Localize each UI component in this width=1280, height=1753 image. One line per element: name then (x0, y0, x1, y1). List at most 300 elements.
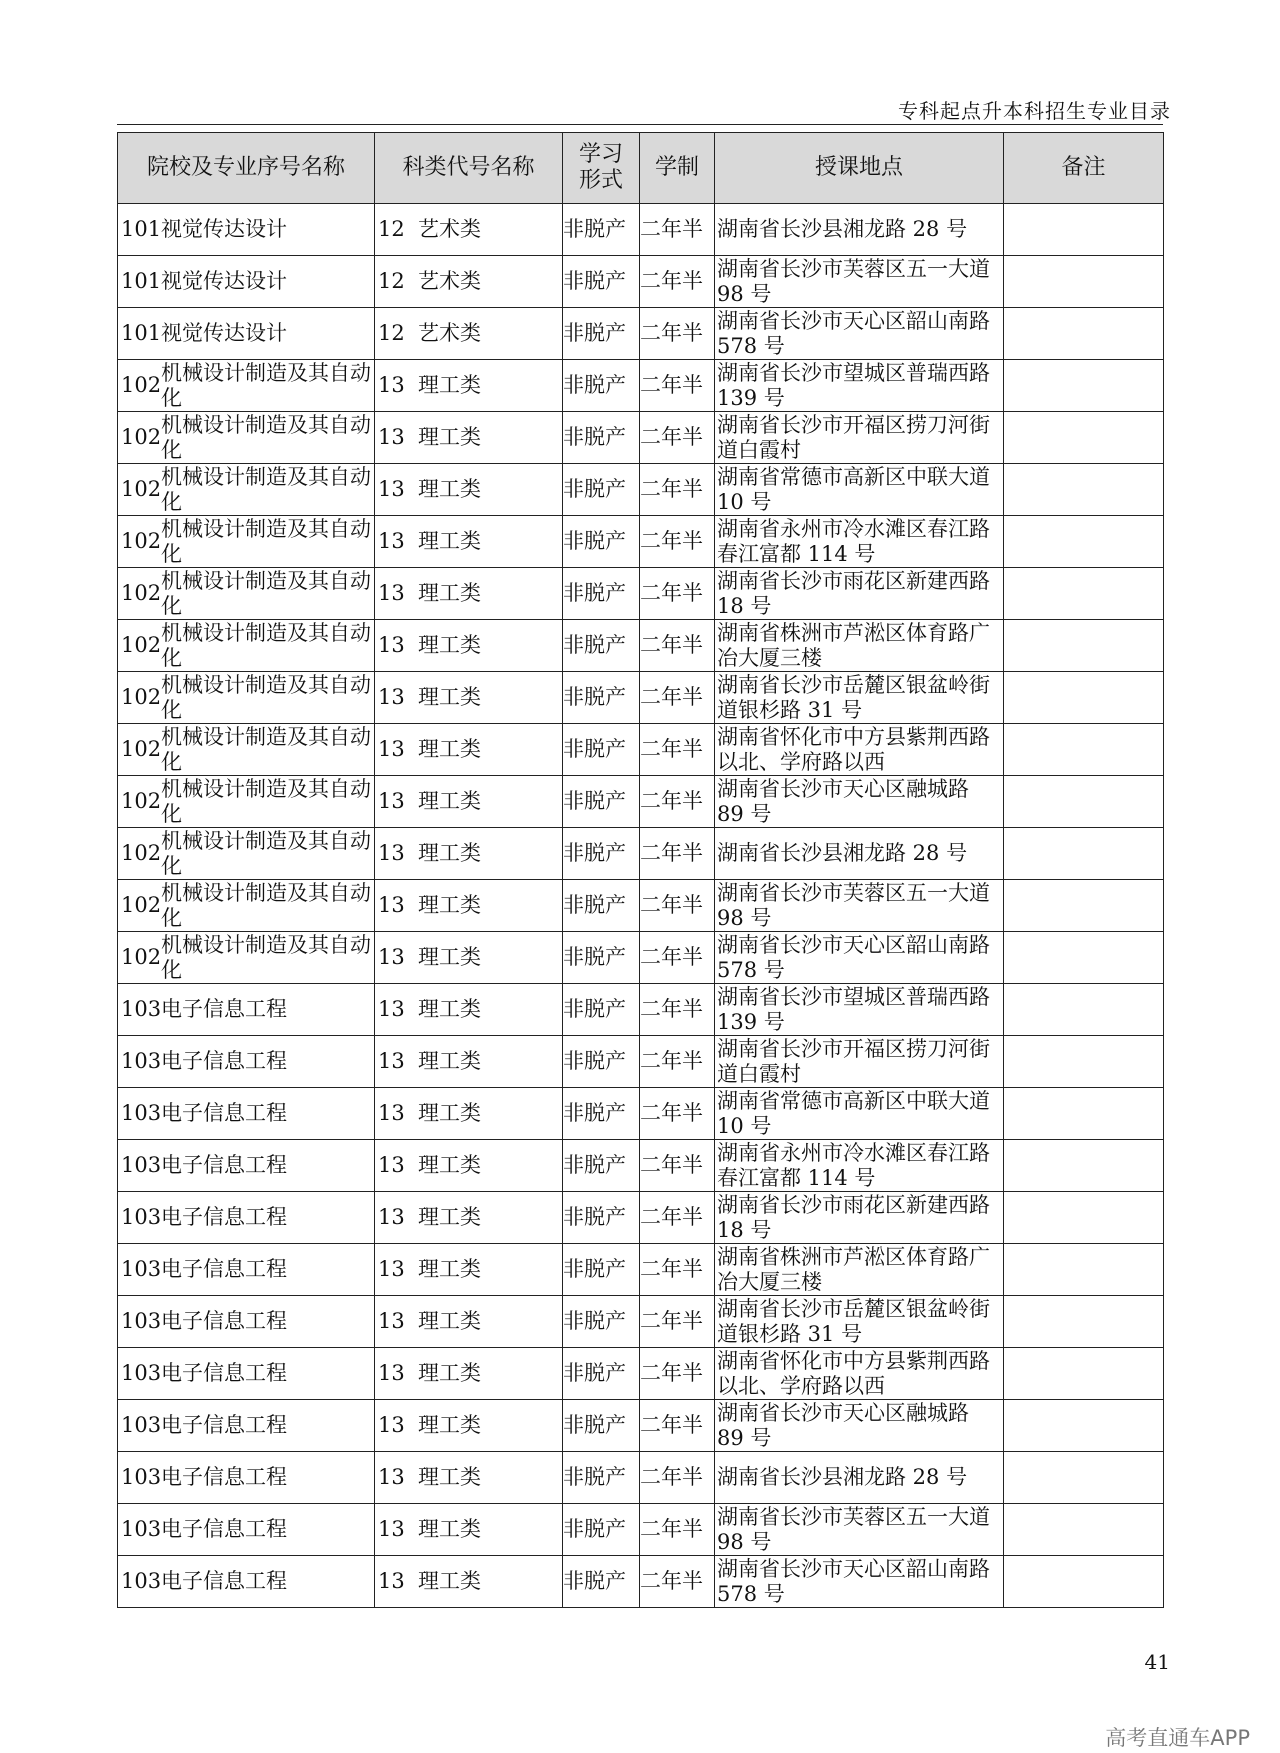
category-cell-wrap (375, 633, 562, 658)
running-header: 专科起点升本科招生专业目录 (898, 99, 1171, 123)
catalog-table (117, 132, 1164, 1608)
category-cell (375, 464, 563, 516)
major-code: 102 (121, 737, 162, 761)
duration-cell: 二年半 (640, 1504, 715, 1556)
major-cell-wrap (118, 933, 374, 983)
location-cell (715, 1088, 1004, 1140)
category-cell-wrap (375, 1309, 562, 1334)
category-cell (375, 828, 563, 880)
major-cell-wrap (118, 829, 374, 879)
location-cell (715, 204, 1004, 256)
major-cell (118, 828, 375, 880)
major-cell (118, 1036, 375, 1088)
study-mode-cell: 非脱产 (563, 412, 640, 464)
study-mode-cell: 非脱产 (563, 1400, 640, 1452)
location-text: 湖南省长沙市望城区普瑞西路 139 号 (717, 984, 990, 1034)
remark-cell (1004, 204, 1164, 256)
location-text: 湖南省长沙市天心区融城路 89 号 (717, 1400, 969, 1450)
category-name: 理工类 (418, 945, 481, 969)
table-row (118, 412, 1164, 464)
table-row (118, 880, 1164, 932)
remark-cell (1004, 1504, 1164, 1556)
category-name: 理工类 (418, 997, 481, 1021)
duration-cell: 二年半 (640, 1244, 715, 1296)
duration-cell: 二年半 (640, 828, 715, 880)
major-name: 电子信息工程 (161, 1257, 287, 1281)
study-mode-cell: 非脱产 (563, 1244, 640, 1296)
duration-cell: 二年半 (640, 672, 715, 724)
location-text: 湖南省长沙市天心区融城路 89 号 (717, 776, 969, 826)
category-name: 理工类 (418, 1309, 481, 1333)
study-mode-cell: 非脱产 (563, 1140, 640, 1192)
major-cell-wrap (118, 1309, 374, 1334)
category-cell (375, 1504, 563, 1556)
location-text: 湖南省永州市冷水滩区春江路春江富都 114 号 (717, 516, 990, 566)
major-cell (118, 984, 375, 1036)
major-code: 103 (121, 1153, 162, 1177)
category-cell-wrap (375, 269, 562, 294)
table-row (118, 1036, 1164, 1088)
category-name: 理工类 (418, 1257, 481, 1281)
major-cell-wrap (118, 1101, 374, 1126)
major-cell-wrap (118, 1361, 374, 1386)
location-cell (715, 724, 1004, 776)
category-name: 艺术类 (418, 217, 481, 241)
location-cell (715, 516, 1004, 568)
major-code: 102 (121, 529, 162, 553)
major-name: 机械设计制造及其自动化 (161, 672, 371, 722)
major-name: 视觉传达设计 (161, 217, 287, 241)
remark-cell (1004, 1400, 1164, 1452)
category-cell (375, 672, 563, 724)
major-cell (118, 308, 375, 360)
duration-cell: 二年半 (640, 984, 715, 1036)
category-name: 理工类 (418, 1101, 481, 1125)
major-code: 103 (121, 1101, 162, 1125)
remark-cell (1004, 360, 1164, 412)
category-code: 13 (378, 373, 405, 397)
category-code: 13 (378, 737, 405, 761)
major-cell-wrap (118, 881, 374, 931)
study-mode-cell: 非脱产 (563, 204, 640, 256)
table-row (118, 1088, 1164, 1140)
category-code: 13 (378, 1049, 405, 1073)
table-row (118, 1140, 1164, 1192)
category-name: 理工类 (418, 893, 481, 917)
category-name: 理工类 (418, 737, 481, 761)
major-cell (118, 1348, 375, 1400)
remark-cell (1004, 672, 1164, 724)
duration-cell: 二年半 (640, 932, 715, 984)
location-cell (715, 1036, 1004, 1088)
location-text: 湖南省常德市高新区中联大道 10 号 (717, 464, 990, 514)
major-name: 机械设计制造及其自动化 (161, 464, 371, 514)
category-code: 13 (378, 1257, 405, 1281)
major-cell-wrap (118, 997, 374, 1022)
column-header-category: 科类代号名称 (375, 133, 563, 204)
study-mode-cell: 非脱产 (563, 1452, 640, 1504)
table-row (118, 256, 1164, 308)
header-rule (117, 124, 1163, 125)
column-header-remark: 备注 (1004, 133, 1164, 204)
major-name: 视觉传达设计 (161, 269, 287, 293)
category-name: 理工类 (418, 685, 481, 709)
study-mode-cell: 非脱产 (563, 880, 640, 932)
major-code: 101 (121, 217, 162, 241)
column-header-study-mode (563, 133, 640, 204)
category-code: 13 (378, 945, 405, 969)
category-code: 13 (378, 997, 405, 1021)
location-text: 湖南省长沙市雨花区新建西路 18 号 (717, 568, 990, 618)
major-cell-wrap (118, 1569, 374, 1594)
major-cell-wrap (118, 361, 374, 411)
category-cell-wrap (375, 893, 562, 918)
major-name: 电子信息工程 (161, 1309, 287, 1333)
table-row (118, 1556, 1164, 1608)
major-name: 电子信息工程 (161, 1517, 287, 1541)
major-code: 102 (121, 685, 162, 709)
major-cell-wrap (118, 1517, 374, 1542)
category-cell-wrap (375, 737, 562, 762)
category-cell-wrap (375, 997, 562, 1022)
category-cell-wrap (375, 581, 562, 606)
major-code: 103 (121, 1465, 162, 1489)
duration-cell: 二年半 (640, 308, 715, 360)
remark-cell (1004, 880, 1164, 932)
location-cell (715, 620, 1004, 672)
category-cell-wrap (375, 529, 562, 554)
table-row (118, 984, 1164, 1036)
location-text: 湖南省长沙市天心区韶山南路 578 号 (717, 932, 990, 982)
major-code: 102 (121, 893, 162, 917)
category-name: 理工类 (418, 1413, 481, 1437)
location-text: 湖南省长沙市开福区捞刀河街道白霞村 (717, 1036, 990, 1086)
category-code: 13 (378, 1205, 405, 1229)
major-name: 电子信息工程 (161, 1049, 287, 1073)
remark-cell (1004, 1296, 1164, 1348)
duration-cell: 二年半 (640, 620, 715, 672)
category-cell-wrap (375, 1049, 562, 1074)
location-cell (715, 672, 1004, 724)
category-code: 13 (378, 1309, 405, 1333)
remark-cell (1004, 1036, 1164, 1088)
duration-cell: 二年半 (640, 1088, 715, 1140)
remark-cell (1004, 1244, 1164, 1296)
location-text: 湖南省长沙市望城区普瑞西路 139 号 (717, 360, 990, 410)
category-code: 13 (378, 1153, 405, 1177)
major-cell (118, 1452, 375, 1504)
major-cell-wrap (118, 1205, 374, 1230)
major-code: 102 (121, 789, 162, 813)
major-code: 103 (121, 1257, 162, 1281)
major-code: 103 (121, 1569, 162, 1593)
major-name: 机械设计制造及其自动化 (161, 568, 371, 618)
category-code: 13 (378, 1101, 405, 1125)
location-cell (715, 1244, 1004, 1296)
remark-cell (1004, 1088, 1164, 1140)
major-cell-wrap (118, 1153, 374, 1178)
location-text: 湖南省长沙市天心区韶山南路 578 号 (717, 308, 990, 358)
duration-cell: 二年半 (640, 1556, 715, 1608)
major-cell-wrap (118, 1257, 374, 1282)
study-mode-cell: 非脱产 (563, 568, 640, 620)
category-cell (375, 568, 563, 620)
location-text: 湖南省长沙市芙蓉区五一大道 98 号 (717, 1504, 990, 1554)
category-cell (375, 984, 563, 1036)
major-cell-wrap (118, 777, 374, 827)
table-row (118, 724, 1164, 776)
category-cell (375, 1296, 563, 1348)
category-cell (375, 1140, 563, 1192)
category-code: 13 (378, 529, 405, 553)
table-row (118, 1400, 1164, 1452)
remark-cell (1004, 1140, 1164, 1192)
category-code: 12 (378, 269, 405, 293)
category-code: 13 (378, 841, 405, 865)
table-row (118, 828, 1164, 880)
duration-cell: 二年半 (640, 516, 715, 568)
major-name: 视觉传达设计 (161, 321, 287, 345)
major-cell-wrap (118, 569, 374, 619)
category-cell (375, 932, 563, 984)
location-text: 湖南省长沙市岳麓区银盆岭街道银杉路 31 号 (717, 1296, 990, 1346)
table-row (118, 464, 1164, 516)
major-code: 102 (121, 633, 162, 657)
remark-cell (1004, 828, 1164, 880)
table-body (118, 204, 1164, 1608)
major-cell (118, 360, 375, 412)
location-cell (715, 568, 1004, 620)
category-name: 理工类 (418, 581, 481, 605)
major-cell-wrap (118, 413, 374, 463)
table-row (118, 360, 1164, 412)
major-code: 103 (121, 1361, 162, 1385)
major-name: 机械设计制造及其自动化 (161, 776, 371, 826)
remark-cell (1004, 464, 1164, 516)
category-name: 理工类 (418, 1361, 481, 1385)
category-name: 理工类 (418, 633, 481, 657)
location-text: 湖南省怀化市中方县紫荆西路以北、学府路以西 (717, 724, 990, 774)
table-row (118, 1348, 1164, 1400)
remark-cell (1004, 1556, 1164, 1608)
major-cell-wrap (118, 269, 374, 294)
remark-cell (1004, 256, 1164, 308)
category-cell (375, 1348, 563, 1400)
category-cell (375, 516, 563, 568)
study-mode-cell: 非脱产 (563, 828, 640, 880)
category-cell (375, 776, 563, 828)
category-cell (375, 1036, 563, 1088)
duration-cell: 二年半 (640, 1140, 715, 1192)
study-mode-cell: 非脱产 (563, 724, 640, 776)
category-code: 13 (378, 789, 405, 813)
table-row (118, 568, 1164, 620)
study-mode-cell: 非脱产 (563, 360, 640, 412)
location-text: 湖南省长沙市雨花区新建西路 18 号 (717, 1192, 990, 1242)
category-name: 理工类 (418, 789, 481, 813)
location-text: 湖南省长沙市开福区捞刀河街道白霞村 (717, 412, 990, 462)
duration-cell: 二年半 (640, 880, 715, 932)
major-cell (118, 412, 375, 464)
location-cell (715, 1192, 1004, 1244)
major-code: 101 (121, 269, 162, 293)
table-row (118, 1296, 1164, 1348)
major-name: 电子信息工程 (161, 1153, 287, 1177)
major-code: 103 (121, 1517, 162, 1541)
location-text: 湖南省怀化市中方县紫荆西路以北、学府路以西 (717, 1348, 990, 1398)
major-cell (118, 1088, 375, 1140)
major-name: 机械设计制造及其自动化 (161, 620, 371, 670)
category-name: 理工类 (418, 841, 481, 865)
major-name: 电子信息工程 (161, 1413, 287, 1437)
category-name: 理工类 (418, 1517, 481, 1541)
location-cell (715, 308, 1004, 360)
location-cell (715, 1556, 1004, 1608)
study-mode-cell: 非脱产 (563, 256, 640, 308)
study-mode-cell: 非脱产 (563, 776, 640, 828)
page-number: 41 (1144, 1650, 1170, 1674)
major-code: 102 (121, 841, 162, 865)
duration-cell: 二年半 (640, 1192, 715, 1244)
major-cell-wrap (118, 1413, 374, 1438)
duration-cell: 二年半 (640, 776, 715, 828)
remark-cell (1004, 1192, 1164, 1244)
table-row (118, 672, 1164, 724)
duration-cell: 二年半 (640, 1296, 715, 1348)
category-code: 13 (378, 633, 405, 657)
major-code: 103 (121, 1205, 162, 1229)
category-cell (375, 412, 563, 464)
category-code: 13 (378, 1361, 405, 1385)
major-cell-wrap (118, 621, 374, 671)
major-name: 机械设计制造及其自动化 (161, 724, 371, 774)
location-cell (715, 1400, 1004, 1452)
study-mode-cell: 非脱产 (563, 308, 640, 360)
category-cell-wrap (375, 1153, 562, 1178)
study-mode-cell: 非脱产 (563, 1036, 640, 1088)
location-cell (715, 984, 1004, 1036)
major-code: 102 (121, 477, 162, 501)
major-cell-wrap (118, 1465, 374, 1490)
remark-cell (1004, 308, 1164, 360)
duration-cell: 二年半 (640, 204, 715, 256)
location-cell (715, 932, 1004, 984)
category-cell-wrap (375, 1361, 562, 1386)
study-mode-cell: 非脱产 (563, 620, 640, 672)
major-name: 机械设计制造及其自动化 (161, 360, 371, 410)
duration-cell: 二年半 (640, 724, 715, 776)
category-name: 艺术类 (418, 321, 481, 345)
category-cell (375, 1244, 563, 1296)
study-mode-cell: 非脱产 (563, 1088, 640, 1140)
major-cell (118, 1400, 375, 1452)
duration-cell: 二年半 (640, 1452, 715, 1504)
table-row (118, 932, 1164, 984)
category-name: 理工类 (418, 425, 481, 449)
major-code: 103 (121, 1049, 162, 1073)
duration-cell: 二年半 (640, 568, 715, 620)
duration-cell: 二年半 (640, 464, 715, 516)
major-cell (118, 932, 375, 984)
location-cell (715, 880, 1004, 932)
major-name: 电子信息工程 (161, 997, 287, 1021)
category-cell (375, 1556, 563, 1608)
major-name: 机械设计制造及其自动化 (161, 880, 371, 930)
category-name: 理工类 (418, 1569, 481, 1593)
location-text: 湖南省长沙市岳麓区银盆岭街道银杉路 31 号 (717, 672, 990, 722)
major-cell (118, 724, 375, 776)
category-cell-wrap (375, 1517, 562, 1542)
major-cell (118, 620, 375, 672)
category-name: 理工类 (418, 373, 481, 397)
location-cell (715, 776, 1004, 828)
category-cell-wrap (375, 1465, 562, 1490)
major-cell (118, 516, 375, 568)
location-text: 湖南省常德市高新区中联大道 10 号 (717, 1088, 990, 1138)
table-row (118, 1192, 1164, 1244)
column-header-study-mode-text: 学习形式 (578, 142, 623, 193)
remark-cell (1004, 984, 1164, 1036)
location-text: 湖南省长沙县湘龙路 28 号 (717, 1465, 968, 1489)
major-code: 102 (121, 425, 162, 449)
category-cell (375, 880, 563, 932)
location-cell (715, 256, 1004, 308)
category-cell-wrap (375, 789, 562, 814)
category-cell (375, 360, 563, 412)
table-header-row (118, 133, 1164, 204)
major-name: 电子信息工程 (161, 1361, 287, 1385)
category-cell (375, 1192, 563, 1244)
category-name: 理工类 (418, 1205, 481, 1229)
remark-cell (1004, 620, 1164, 672)
duration-cell: 二年半 (640, 360, 715, 412)
location-cell (715, 1348, 1004, 1400)
major-code: 103 (121, 1413, 162, 1437)
category-cell-wrap (375, 1101, 562, 1126)
major-code: 103 (121, 1309, 162, 1333)
category-code: 13 (378, 1517, 405, 1541)
category-code: 12 (378, 321, 405, 345)
category-cell (375, 620, 563, 672)
major-code: 101 (121, 321, 162, 345)
major-cell (118, 776, 375, 828)
remark-cell (1004, 776, 1164, 828)
major-name: 电子信息工程 (161, 1465, 287, 1489)
major-code: 102 (121, 945, 162, 969)
remark-cell (1004, 724, 1164, 776)
category-code: 13 (378, 685, 405, 709)
major-name: 机械设计制造及其自动化 (161, 412, 371, 462)
duration-cell: 二年半 (640, 1036, 715, 1088)
category-cell-wrap (375, 1205, 562, 1230)
major-cell-wrap (118, 1049, 374, 1074)
category-cell-wrap (375, 425, 562, 450)
category-code: 12 (378, 217, 405, 241)
category-cell-wrap (375, 217, 562, 242)
study-mode-cell: 非脱产 (563, 984, 640, 1036)
major-cell (118, 1296, 375, 1348)
remark-cell (1004, 568, 1164, 620)
study-mode-cell: 非脱产 (563, 1348, 640, 1400)
table-row (118, 308, 1164, 360)
major-cell-wrap (118, 217, 374, 242)
column-header-location: 授课地点 (715, 133, 1004, 204)
category-name: 理工类 (418, 1153, 481, 1177)
category-cell-wrap (375, 1569, 562, 1594)
major-cell (118, 672, 375, 724)
category-name: 艺术类 (418, 269, 481, 293)
category-cell-wrap (375, 321, 562, 346)
